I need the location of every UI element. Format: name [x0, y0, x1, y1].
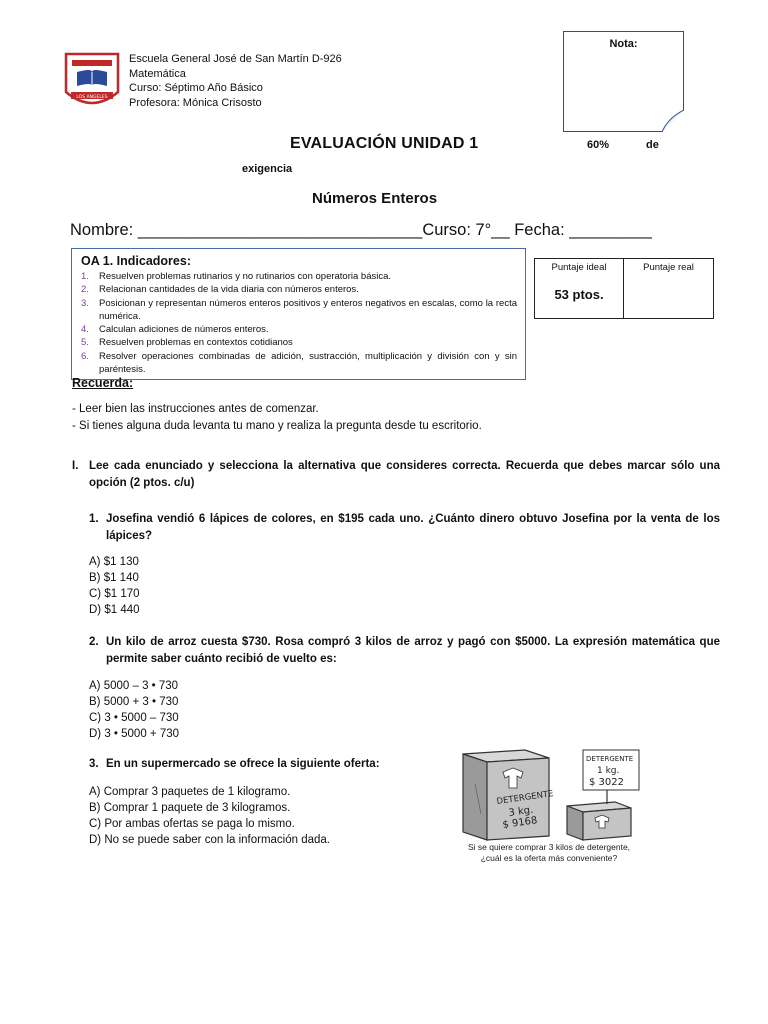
question-3-options — [89, 784, 330, 848]
big-box-price: $ 9168 — [501, 815, 539, 831]
question-text: Josefina vendió 6 lápices de colores, en $195 cada uno. ¿Cuánto dinero obtuvo Josefina por la venta de los lápices? — [106, 513, 720, 542]
option-b[interactable]: B) Comprar 1 paquete de 3 kilogramos. — [89, 802, 291, 814]
question-text: En un supermercado se ofrece la siguiente oferta: — [106, 758, 380, 770]
indicators-box — [71, 248, 526, 380]
indicator-item: 1. Resuelven problemas rutinarios y no rutinarios con operatoria básica. — [81, 271, 392, 282]
real-score-label: Puntaje real — [643, 262, 694, 273]
option-d[interactable]: D) No se puede saber con la información dada. — [89, 834, 331, 846]
small-box-kg: 1 kg. — [597, 766, 620, 776]
illustration-caption: Si se quiere comprar 3 kilos de detergente, ¿cuál es la oferta más conveniente? — [467, 842, 631, 863]
question-number: 3. — [89, 758, 99, 770]
option-d[interactable]: D) $1 440 — [89, 604, 140, 616]
ideal-score-label: Puntaje ideal — [551, 262, 607, 273]
subject: Matemática — [129, 67, 186, 80]
small-box-label: DETERGENTE — [586, 755, 634, 763]
reminder-item: - Si tienes alguna duda levanta tu mano y realiza la pregunta desde tu escritorio. — [72, 420, 482, 432]
grade-label: Nota: — [609, 38, 638, 50]
grade-box[interactable] — [563, 31, 684, 132]
teacher: Profesora: Mónica Crisosto — [129, 96, 262, 109]
section-instructions — [72, 458, 720, 492]
ideal-score-cell — [535, 259, 624, 318]
school-logo — [63, 52, 121, 112]
page-title: EVALUACIÓN UNIDAD 1 — [290, 135, 479, 152]
option-a[interactable]: A) Comprar 3 paquetes de 1 kilogramo. — [89, 786, 291, 798]
small-detergent-box — [567, 750, 639, 840]
indicator-item: 2. Relacionan cantidades de la vida diaria con números enteros. — [81, 284, 359, 296]
option-a[interactable]: A) $1 130 — [89, 556, 139, 568]
question-2 — [89, 634, 720, 668]
question-1 — [89, 511, 720, 545]
score-table — [534, 258, 714, 319]
question-3 — [89, 758, 380, 770]
percent-requirement: 60% — [587, 139, 610, 151]
school-name: Escuela General José de San Martín D-926 — [129, 53, 342, 65]
option-a[interactable]: A) 5000 – 3 • 730 — [89, 680, 179, 692]
indicators-list — [81, 270, 517, 376]
de-text: de — [646, 139, 659, 151]
option-b[interactable]: B) $1 140 — [89, 572, 139, 584]
option-b[interactable]: B) 5000 + 3 • 730 — [89, 696, 179, 708]
reminders — [72, 401, 482, 435]
reminder-item: - Leer bien las instrucciones antes de comenzar. — [72, 403, 319, 415]
indicator-item: 6. Resolver operaciones combinadas de adición, sustracción, multiplicación y división con y sin paréntesis. — [81, 350, 517, 376]
question-number: 2. — [89, 636, 99, 648]
option-c[interactable]: C) $1 170 — [89, 588, 140, 600]
course: Curso: Séptimo Año Básico — [129, 82, 263, 94]
option-c[interactable]: C) Por ambas ofertas se paga lo mismo. — [89, 818, 295, 830]
indicators-title: OA 1. Indicadores: — [81, 254, 191, 268]
question-number: 1. — [89, 513, 99, 525]
school-info — [129, 52, 342, 110]
question-2-options — [89, 678, 179, 742]
section-number: I. — [72, 460, 79, 472]
reminder-heading: Recuerda: — [72, 376, 134, 390]
option-d[interactable]: D) 3 • 5000 + 730 — [89, 728, 180, 740]
indicator-item: 5. Resuelven problemas en contextos cotidianos — [81, 337, 293, 349]
page-subtitle: Números Enteros — [312, 190, 438, 207]
big-detergent-box — [463, 750, 554, 840]
ideal-score-value: 53 ptos. — [554, 287, 604, 302]
exigencia-text: exigencia — [242, 163, 293, 175]
real-score-cell[interactable] — [624, 259, 713, 318]
student-info-line[interactable]: Nombre: _______________________________Curso: 7°__ Fecha: _________ — [70, 221, 652, 239]
indicator-item: 4. Calculan adiciones de números enteros. — [81, 324, 269, 336]
small-box-price: $ 3022 — [589, 777, 624, 788]
option-c[interactable]: C) 3 • 5000 – 730 — [89, 712, 179, 724]
indicator-item: 3. Posicionan y representan números enteros positivos y enteros negativos en escalas, como la recta numérica. — [81, 297, 517, 322]
question-1-options — [89, 554, 140, 618]
logo-text: LOS ANGELES — [76, 95, 108, 100]
section-text: Lee cada enunciado y selecciona la alternativa que consideres correcta. Recuerda que debes marcar sólo una opción (2 ptos. c/u) — [89, 460, 720, 489]
big-box-kg: 3 kg. — [507, 804, 535, 819]
big-box-label: DETERGENTE — [496, 789, 555, 807]
page-fold-icon — [662, 110, 684, 132]
question-text: Un kilo de arroz cuesta $730. Rosa compró 3 kilos de arroz y pagó con $5000. La expresión matemática que permite saber cuánto recibió de vuelto es: — [106, 636, 720, 665]
